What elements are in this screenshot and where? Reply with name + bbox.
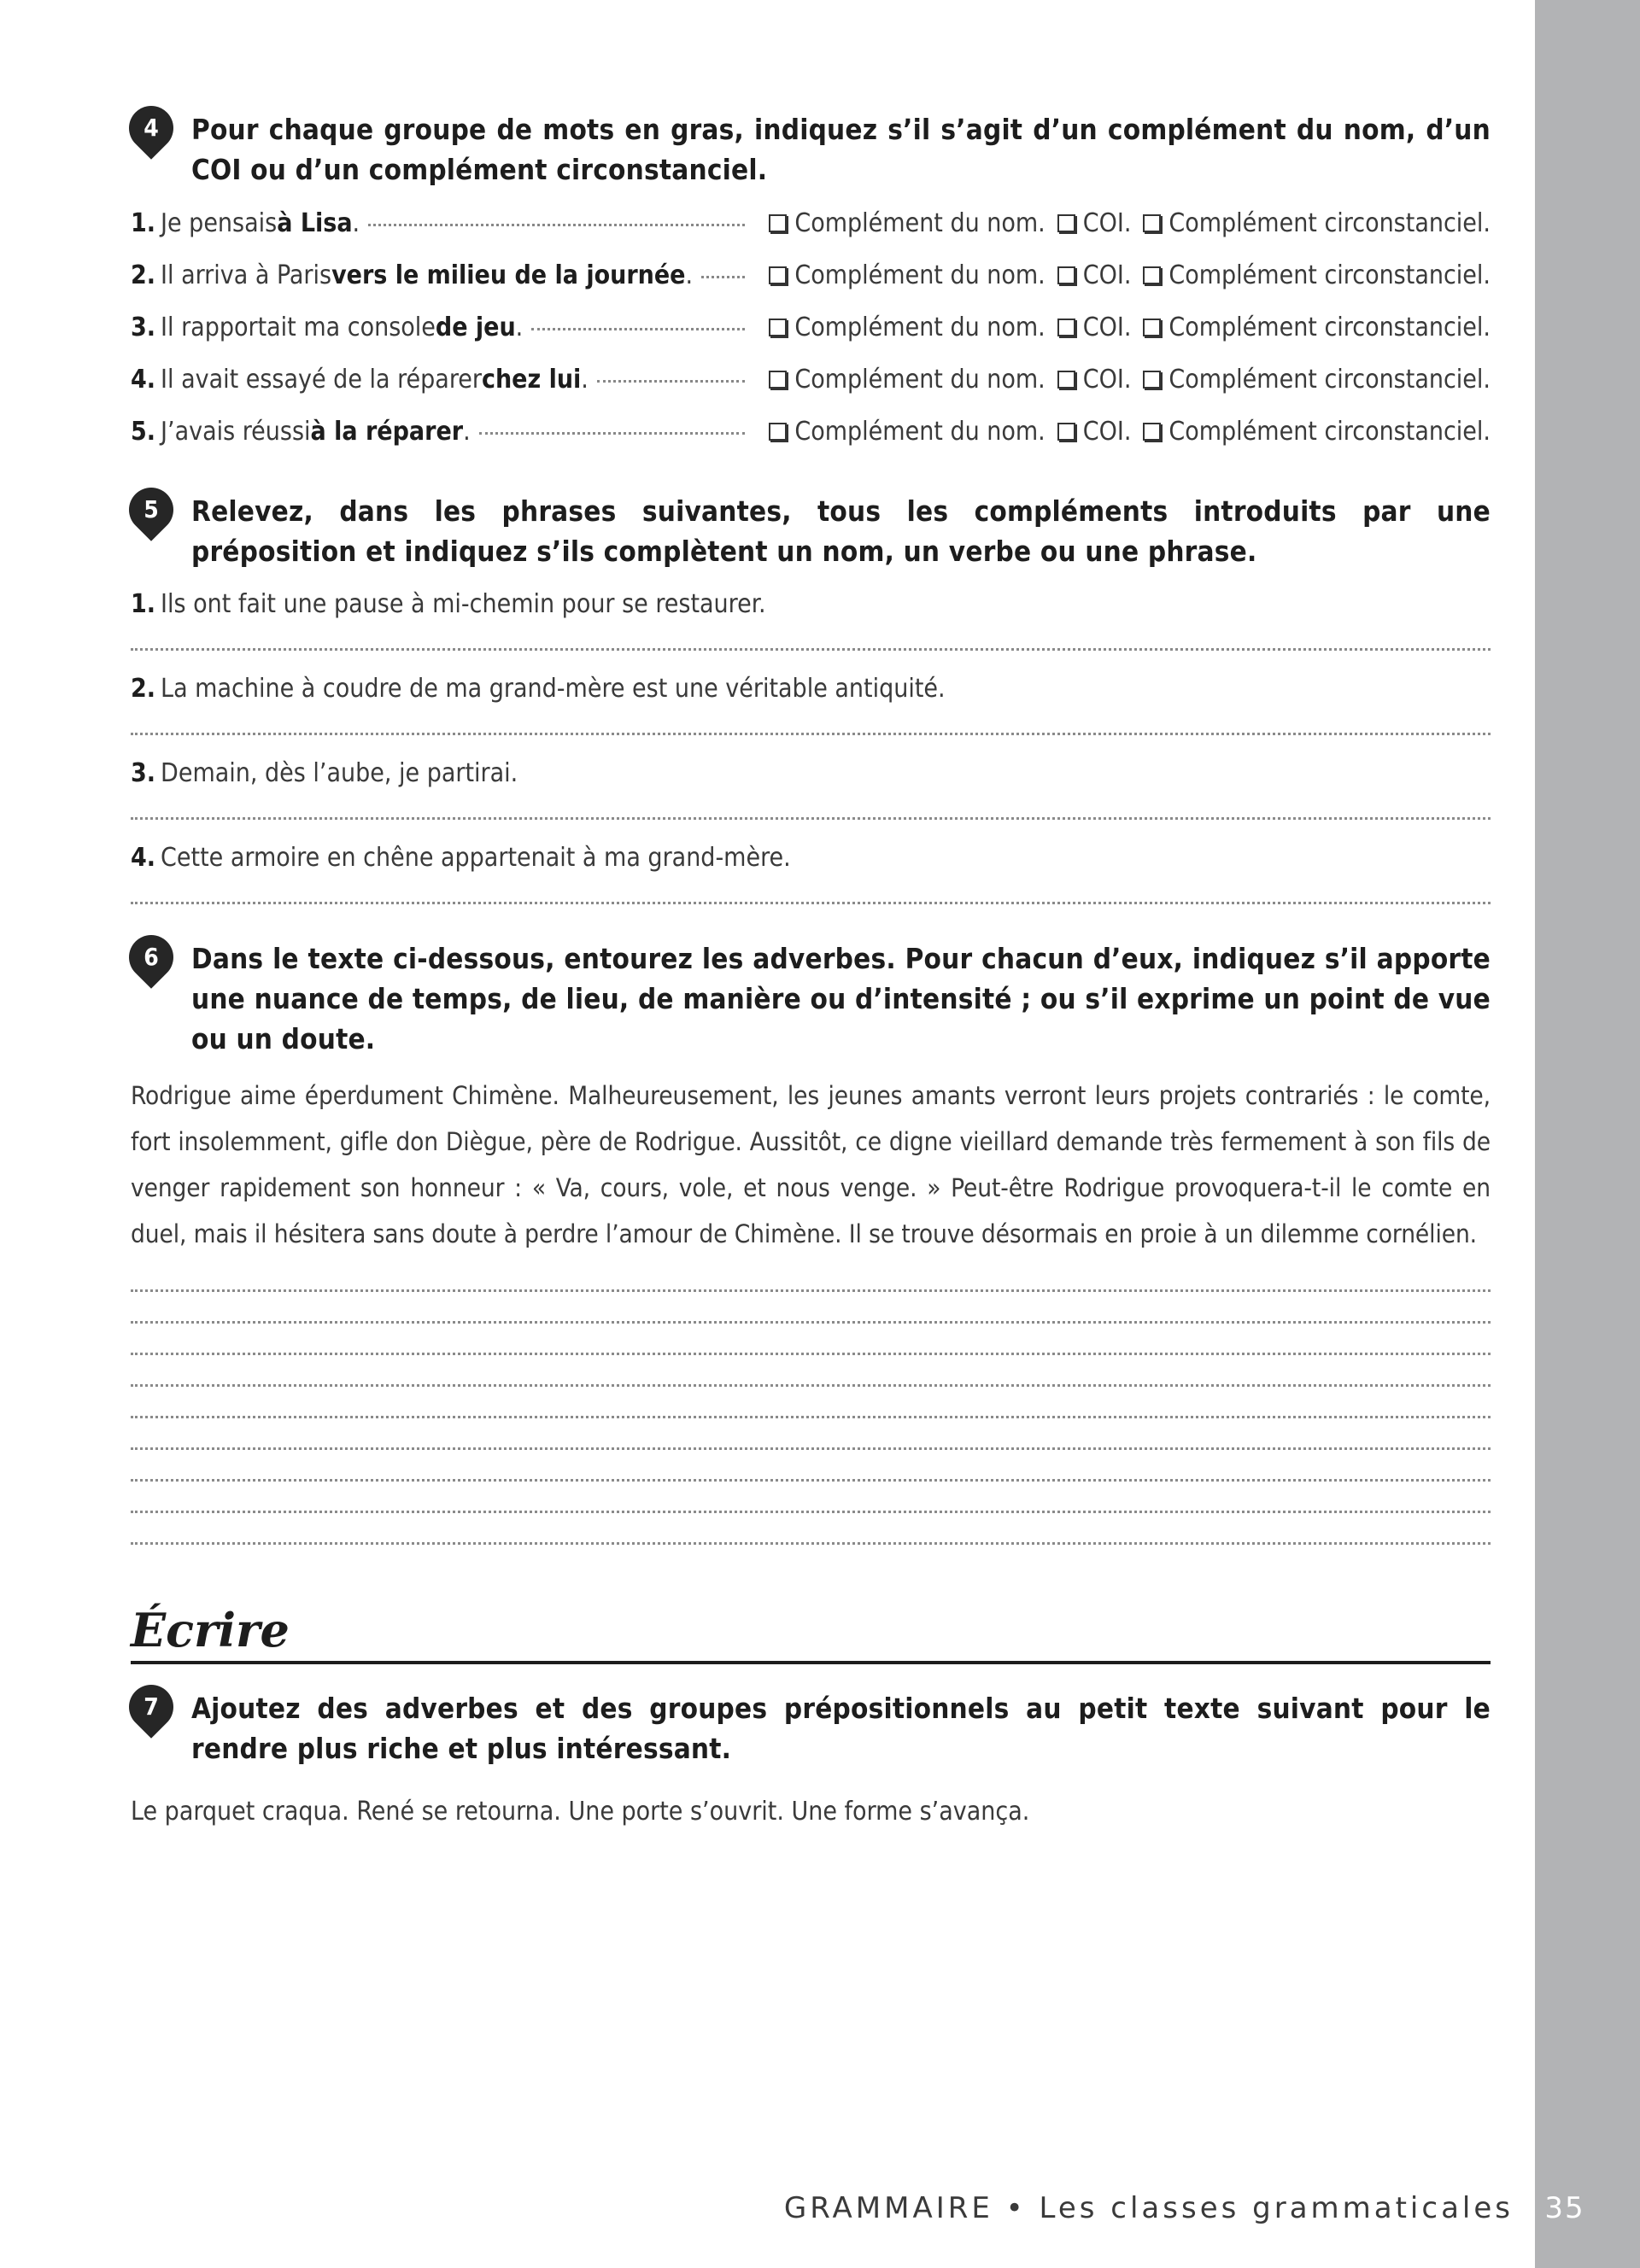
- checkbox-option[interactable]: [1057, 260, 1132, 290]
- item-number: 3.: [131, 313, 156, 342]
- question-sentence: [131, 313, 757, 342]
- checkbox-option[interactable]: [1143, 208, 1491, 238]
- page-number: 35: [1544, 2191, 1585, 2225]
- dotted-leader: [531, 328, 745, 330]
- question-sentence: [131, 260, 757, 290]
- checkbox-option[interactable]: [1143, 260, 1491, 290]
- answer-line[interactable]: [131, 1418, 1491, 1450]
- checkbox-option[interactable]: [1057, 365, 1132, 395]
- item-number: 4.: [131, 843, 156, 873]
- checkbox[interactable]: [769, 319, 787, 336]
- worksheet-content: [131, 109, 1491, 1830]
- item-number: 4.: [131, 365, 156, 395]
- checkbox[interactable]: [769, 214, 787, 232]
- item-number: 3.: [131, 758, 156, 788]
- sentence-punct: .: [463, 417, 471, 447]
- checkbox-label: COI.: [1082, 313, 1132, 342]
- bold-group: chez lui: [481, 365, 582, 395]
- answer-line[interactable]: [131, 1450, 1491, 1482]
- exercise-instruction: Relevez, dans les phrases suivantes, tous les compléments introduits par une préposition et indiquez s’ils complètent un nom, un verbe ou une phrase.: [191, 494, 1491, 568]
- answer-line[interactable]: [131, 1292, 1491, 1324]
- exercise-4-items: [131, 208, 1491, 469]
- question-sentence: [131, 587, 1491, 623]
- checkbox-label: Complément du nom.: [794, 417, 1046, 447]
- sentence-text: Ils ont fait une pause à mi-chemin pour se restaurer.: [161, 589, 766, 619]
- question-sentence: [131, 756, 1491, 792]
- question-sentence: [131, 417, 757, 447]
- answer-line[interactable]: [131, 623, 1491, 651]
- item-number: 1.: [131, 208, 156, 238]
- checkbox-label: Complément du nom.: [794, 365, 1046, 395]
- checkbox[interactable]: [769, 423, 787, 441]
- exercise-5: [131, 491, 1491, 571]
- checkbox[interactable]: [1057, 214, 1075, 232]
- checkbox-option[interactable]: [1057, 313, 1132, 342]
- sentence-text: Il avait essayé de la réparer: [161, 365, 482, 395]
- exercise-7: [131, 1688, 1491, 1768]
- answer-line[interactable]: [131, 792, 1491, 820]
- bold-group: vers le milieu de la journée: [331, 260, 686, 290]
- checkbox-label: Complément circonstanciel.: [1168, 313, 1491, 342]
- question-row: [131, 208, 1491, 260]
- checkbox-option[interactable]: [1143, 417, 1491, 447]
- bold-group: de jeu: [435, 313, 516, 342]
- page-edge-band: [1535, 0, 1640, 2268]
- exercise-text: Rodrigue aime éperdument Chimène. Malheureusement, les jeunes amants verront leurs projets contrariés : le comte, fort insolemment, gifle don Diègue, père de Rodrigue. Aussitôt, ce digne vieillard demande très fermement à son fils de venger rapidement son honneur : « Va, cours, vole, et nous venge. » Peut-être Rodrigue provoquera-t-il le comte en duel, mais il hésitera sans doute à perdre l’amour de Chimène. Il se trouve désormais en proie à un dilemme cornélien.: [131, 1081, 1491, 1248]
- checkbox-option[interactable]: [1057, 208, 1132, 238]
- sentence-text: Je pensais: [161, 208, 278, 238]
- answer-line[interactable]: [131, 1257, 1491, 1292]
- answer-line[interactable]: [131, 1482, 1491, 1513]
- question-sentence: [131, 840, 1491, 876]
- exercise-5-items: [131, 587, 1491, 904]
- checkbox-option[interactable]: [1143, 313, 1491, 342]
- checkbox-option[interactable]: [769, 208, 1045, 238]
- exercise-instruction: Ajoutez des adverbes et des groupes prépositionnels au petit texte suivant pour le rendre plus riche et plus intéressant.: [191, 1692, 1491, 1765]
- checkbox-option[interactable]: [1057, 417, 1132, 447]
- checkbox[interactable]: [769, 266, 787, 284]
- checkbox[interactable]: [1143, 319, 1161, 336]
- exercise-text: Le parquet craqua. René se retourna. Une porte s’ouvrit. Une forme s’avança.: [131, 1797, 1030, 1827]
- exercise-4: [131, 109, 1491, 190]
- bold-group: à la réparer: [310, 417, 464, 447]
- checkbox-label: COI.: [1082, 260, 1132, 290]
- dotted-leader: [479, 432, 746, 435]
- checkbox[interactable]: [1057, 371, 1075, 389]
- checkbox-option[interactable]: [769, 365, 1045, 395]
- exercise-6: [131, 938, 1491, 1059]
- sentence-punct: .: [352, 208, 360, 238]
- checkbox-label: Complément circonstanciel.: [1168, 417, 1491, 447]
- checkbox-option[interactable]: [769, 313, 1045, 342]
- checkbox[interactable]: [1143, 423, 1161, 441]
- answer-line[interactable]: [131, 1355, 1491, 1387]
- checkbox-label: Complément du nom.: [794, 260, 1046, 290]
- dotted-leader: [597, 380, 746, 383]
- exercise-number-badge: 5: [120, 478, 183, 541]
- sentence-punct: .: [515, 313, 524, 342]
- question-row: [131, 313, 1491, 365]
- exercise-instruction: Pour chaque groupe de mots en gras, indiquez s’il s’agit d’un complément du nom, d’un COI ou d’un complément circonstanciel.: [191, 113, 1491, 186]
- sentence-text: Cette armoire en chêne appartenait à ma grand-mère.: [161, 843, 791, 873]
- checkbox[interactable]: [1143, 266, 1161, 284]
- checkbox-option[interactable]: [769, 260, 1045, 290]
- sentence-text: Il rapportait ma console: [161, 313, 436, 342]
- checkbox-label: Complément circonstanciel.: [1168, 260, 1491, 290]
- item-number: 2.: [131, 260, 156, 290]
- sentence-punct: .: [581, 365, 589, 395]
- sentence-text: Il arriva à Paris: [161, 260, 332, 290]
- running-footer: GRAMMAIRE • Les classes grammaticales: [783, 2191, 1514, 2225]
- sentence-text: La machine à coudre de ma grand-mère est une véritable antiquité.: [161, 674, 946, 704]
- exercise-number-badge: 6: [120, 926, 183, 989]
- answer-line[interactable]: [131, 876, 1491, 904]
- bold-group: à Lisa: [277, 208, 353, 238]
- answer-line[interactable]: [131, 1324, 1491, 1355]
- checkbox-label: Complément circonstanciel.: [1168, 365, 1491, 395]
- checkbox[interactable]: [1057, 319, 1075, 336]
- sentence-text: J’avais réussi: [161, 417, 311, 447]
- sentence-punct: .: [685, 260, 694, 290]
- question-row: [131, 260, 1491, 313]
- sentence-text: Demain, dès l’aube, je partirai.: [161, 758, 518, 788]
- item-number: 5.: [131, 417, 156, 447]
- exercise-number-badge: 7: [120, 1675, 183, 1739]
- question-row: [131, 417, 1491, 469]
- checkbox-label: Complément circonstanciel.: [1168, 208, 1491, 238]
- checkbox[interactable]: [1143, 214, 1161, 232]
- checkbox-option[interactable]: [1143, 365, 1491, 395]
- checkbox[interactable]: [1057, 423, 1075, 441]
- dotted-leader: [368, 224, 745, 226]
- checkbox-label: COI.: [1082, 417, 1132, 447]
- answer-line[interactable]: [131, 1513, 1491, 1545]
- item-number: 1.: [131, 589, 156, 619]
- question-sentence: [131, 365, 757, 395]
- question-sentence: [131, 671, 1491, 707]
- checkbox[interactable]: [1143, 371, 1161, 389]
- checkbox-label: Complément du nom.: [794, 208, 1046, 238]
- exercise-instruction: Dans le texte ci-dessous, entourez les adverbes. Pour chacun d’eux, indiquez s’il apporte une nuance de temps, de lieu, de manière ou d’intensité ; ou s’il exprime un point de vue ou un doute.: [191, 942, 1491, 1055]
- checkbox-option[interactable]: [769, 417, 1045, 447]
- question-row: [131, 365, 1491, 417]
- checkbox-label: Complément du nom.: [794, 313, 1046, 342]
- checkbox-label: COI.: [1082, 208, 1132, 238]
- section-title: Écrire: [131, 1605, 1491, 1664]
- exercise-number-badge: 4: [120, 96, 183, 160]
- checkbox-label: COI.: [1082, 365, 1132, 395]
- question-sentence: [131, 208, 757, 238]
- dotted-leader: [701, 276, 745, 278]
- answer-line[interactable]: [131, 707, 1491, 735]
- item-number: 2.: [131, 674, 156, 704]
- checkbox[interactable]: [1057, 266, 1075, 284]
- answer-lines: [131, 1257, 1491, 1545]
- checkbox[interactable]: [769, 371, 787, 389]
- answer-line[interactable]: [131, 1387, 1491, 1418]
